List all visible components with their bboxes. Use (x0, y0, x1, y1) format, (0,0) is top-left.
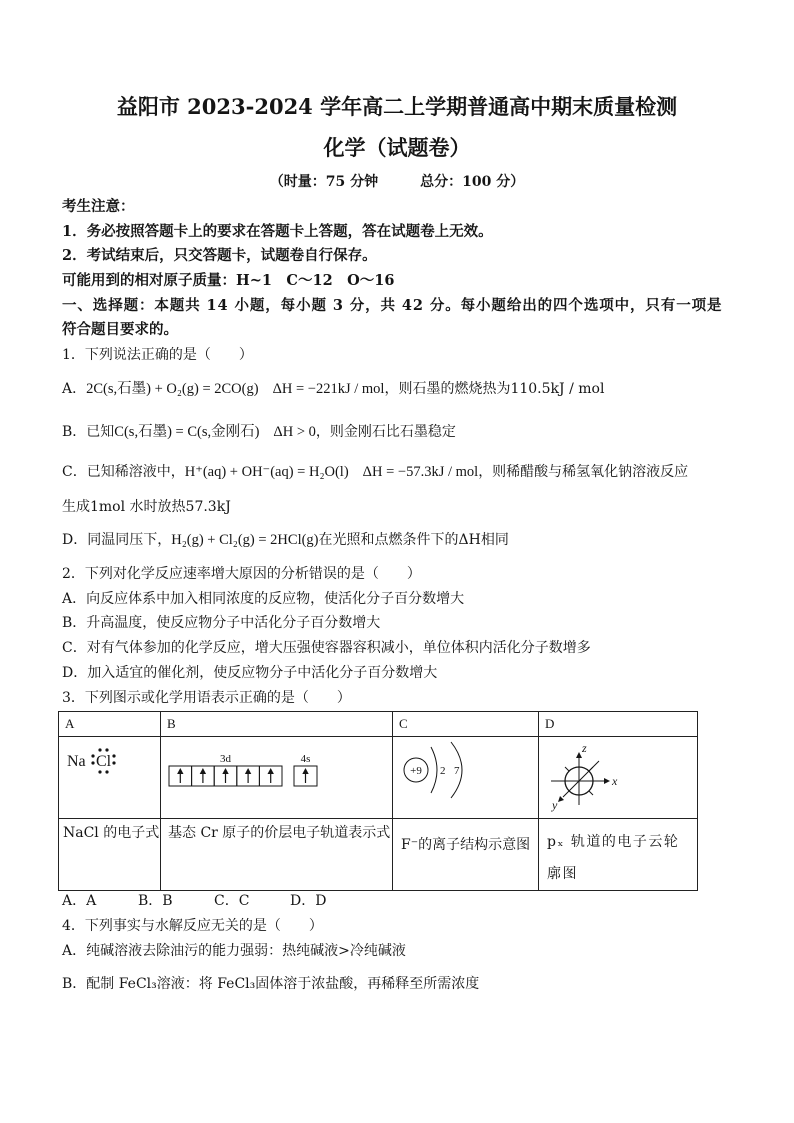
question-2-option-c: C．对有气体参加的化学反应，增大压强使容器容积减小，单位体积内活化分子数增多 (62, 640, 591, 656)
question-1-option-b (62, 422, 456, 442)
table-caption-row (59, 819, 698, 891)
spin-up-arrow-icon (245, 768, 251, 783)
enthalpy-change: ΔH = −221kJ / mol (272, 381, 385, 397)
notice-item: 2．考试结束后，只交答题卡，试题卷自行保存。 (62, 247, 377, 264)
enthalpy-change: ΔH = −57.3kJ / mol (362, 464, 479, 480)
y-axis (563, 761, 599, 797)
spin-up-arrow-icon (200, 768, 206, 783)
question-3-stem: 3．下列图示或化学用语表示正确的是（ ） (62, 690, 351, 706)
enthalpy-change: ΔH > 0 (273, 424, 316, 440)
question-4-stem: 4．下列事实与水解反应无关的是（ ） (62, 918, 323, 934)
option-lead: B．已知 (62, 424, 115, 440)
shell-electron-count: 7 (454, 765, 460, 777)
table-caption: pₓ 轨道的电子云轮廓图 (539, 819, 698, 891)
question-2-option-b: B．升高温度，使反应物分子中活化分子百分数增大 (62, 615, 381, 631)
chemical-equation: H⁺(aq) + OH⁻(aq) = H₂O(l) (184, 464, 349, 480)
option-lead: D．同温同压下， (62, 532, 172, 548)
option-text: ，则石墨的燃烧热为110.5kJ / mol (384, 381, 605, 397)
atomic-mass-note: 可能用到的相对原子质量：H~1 C～12 O～16 (62, 272, 395, 289)
electron-dot-cell (59, 737, 161, 819)
answer-choice: D．D (290, 893, 327, 909)
table-header-cell: A (59, 712, 161, 737)
question-1-option-c (62, 462, 688, 482)
electron-shell-arc (431, 747, 437, 793)
electron-cloud-cell (539, 737, 698, 819)
table-caption: 基态 Cr 原子的价层电子轨道表示式 (161, 819, 393, 891)
question-4-option-b: B．配制 FeCl₃溶液：将 FeCl₃固体溶于浓盐酸，再稀释至所需浓度 (62, 976, 480, 992)
question-4-option-a: A．纯碱溶液去除油污的能力强弱：热纯碱液>冷纯碱液 (62, 943, 406, 959)
y-axis-label: y (552, 798, 558, 812)
exam-subtitle: 化学（试题卷） (323, 135, 471, 160)
question-3-choices (62, 891, 366, 911)
notice-item: 1．务必按照答题卡上的要求在答题卡上答题，答在试题卷上无效。 (62, 223, 493, 240)
exam-title: 益阳市 2023-2024 学年高二上学期普通高中期末质量检测 (116, 94, 678, 119)
subshell-3d-label: 3d (220, 753, 231, 765)
ion-structure-cell (393, 737, 539, 819)
spin-up-arrow-icon (268, 768, 274, 783)
option-text: ，则稀醋酸与稀氢氧化钠溶液反应 (478, 464, 689, 480)
section-heading-continued: 符合题目要求的。 (62, 321, 178, 338)
question-2-stem: 2．下列对化学反应速率增大原因的分析错误的是（ ） (62, 566, 421, 582)
time-score-info: （时量：75 分钟 总分：100 分） (269, 174, 525, 190)
nacl-electron-dot-figure (59, 737, 159, 817)
table-figure-row (59, 737, 698, 819)
answer-choice: B．B (138, 893, 173, 909)
shell-electron-count: 2 (440, 765, 446, 777)
orbital-boxes (169, 766, 317, 786)
x-axis-label: x (612, 774, 618, 788)
table-header-cell: C (393, 712, 539, 737)
question-1-option-c-continued: 生成1mol 水时放热57.3kJ (62, 499, 231, 515)
question-3-figure-table (58, 711, 698, 891)
spin-up-arrow-icon (222, 768, 228, 783)
p-orbital-cloud-figure (539, 737, 696, 817)
table-header-row (59, 712, 698, 737)
section-heading: 一、选择题：本题共 14 小题，每小题 3 分，共 42 分。每小题给出的四个选项中，只有一项是 (62, 297, 723, 314)
option-text: 在光照和点燃条件下的ΔH相同 (318, 532, 509, 548)
answer-choice: A．A (62, 893, 97, 909)
option-lead: C．已知稀溶液中， (62, 464, 185, 480)
chemical-equation: H₂(g) + Cl₂(g) = 2HCl(g) (171, 532, 319, 548)
sodium-symbol: Na (67, 753, 86, 770)
fluoride-ion-structure (393, 737, 537, 817)
table-caption: NaCl 的电子式 (59, 819, 161, 891)
coordinate-axes (551, 757, 605, 805)
notice-heading: 考生注意： (62, 198, 135, 215)
table-header-cell: D (539, 712, 698, 737)
subshell-4s-label: 4s (300, 753, 311, 765)
option-text: ，则金刚石比石墨稳定 (315, 424, 456, 440)
option-lead: A． (62, 381, 87, 397)
z-axis-label: z (582, 741, 587, 755)
table-header-cell: B (161, 712, 393, 737)
chemical-equation: C(s,石墨) = C(s,金刚石) (114, 424, 260, 440)
answer-choice: C．C (214, 893, 250, 909)
spin-up-arrow-icon (177, 768, 183, 783)
orbital-diagram-cell (161, 737, 393, 819)
spin-up-arrow-icon (302, 768, 308, 783)
chemical-equation: 2C(s,石墨) + O₂(g) = 2CO(g) (86, 381, 259, 397)
cr-orbital-diagram (161, 737, 391, 817)
table-caption: F⁻的离子结构示意图 (393, 819, 539, 891)
question-1-stem: 1．下列说法正确的是（ ） (62, 347, 253, 363)
question-2-option-d: D．加入适宜的催化剂，使反应物分子中活化分子百分数增大 (62, 665, 438, 681)
electron-spin-arrows (177, 768, 309, 783)
question-2-option-a: A．向反应体系中加入相同浓度的反应物，使活化分子百分数增大 (62, 591, 465, 607)
question-1-option-d (62, 530, 509, 550)
nuclear-charge: +9 (410, 765, 422, 777)
question-1-option-a (62, 379, 604, 399)
chlorine-symbol: Cl (96, 753, 112, 770)
